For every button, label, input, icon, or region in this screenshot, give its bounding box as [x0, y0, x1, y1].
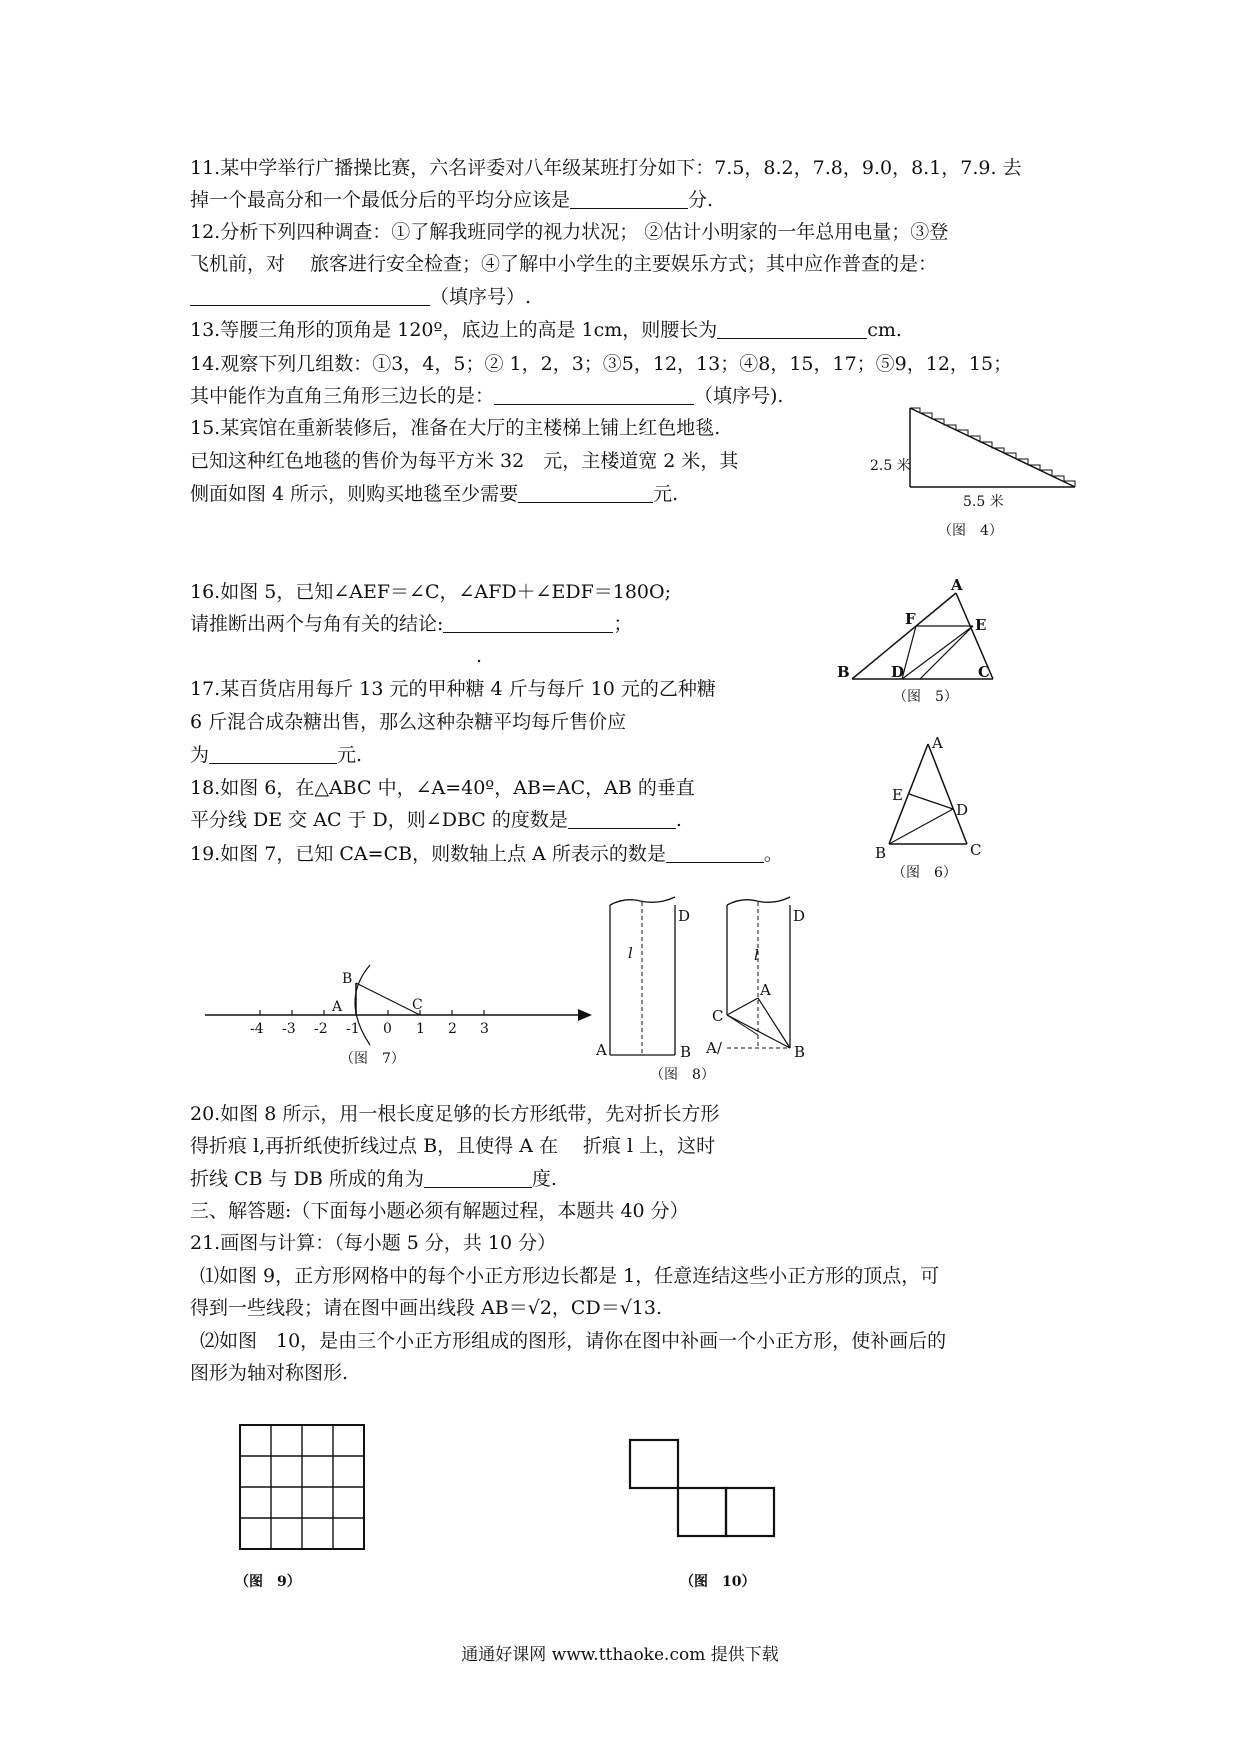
q14-answer-blank[interactable] [494, 386, 694, 405]
fig8-right-label-b: B [794, 1043, 806, 1061]
fig6-label-b: B [875, 844, 887, 862]
figure-4-staircase [860, 400, 1090, 550]
q16-answer-blank[interactable] [443, 614, 613, 633]
fig5-label-d: D [891, 663, 905, 681]
fig5-label-a: A [951, 576, 963, 594]
q12-answer-blank[interactable] [190, 287, 430, 306]
q20-line3: 折线 CB 与 DB 所成的角为 度. [190, 1168, 557, 1190]
fig6-label-d: D [956, 801, 969, 819]
fig7-label-b: B [342, 971, 353, 987]
q18-line2: 平分线 DE 交 AC 于 D，则∠DBC 的度数是 . [190, 809, 682, 831]
q15-line3: 侧面如图 4 所示，则购买地毯至少需要 元. [190, 483, 679, 505]
tick-label-2: 2 [448, 1021, 457, 1037]
fig8-right-label-a: A [760, 981, 771, 999]
fig5-label-f: F [905, 610, 916, 628]
q16-line2: 请推断出两个与角有关的结论: ； [190, 613, 633, 635]
q21-part2-line1: ⑵如图 10，是由三个小正方形组成的图形，请你在图中补画一个小正方形，使补画后的 [200, 1330, 947, 1352]
q19-answer-blank[interactable] [666, 844, 764, 863]
figure-9-square-grid[interactable] [235, 1420, 395, 1600]
fig8-left-label-b: B [680, 1043, 692, 1061]
figure-7-number-line [200, 955, 600, 1075]
fig5-label-b: B [837, 663, 850, 681]
q19-line: 19.如图 7，已知 CA=CB，则数轴上点 A 所表示的数是 。 [190, 843, 783, 865]
fig6-label-a: A [932, 734, 943, 752]
tick-label-neg4: -4 [250, 1021, 264, 1037]
q16-line3: . [476, 645, 483, 667]
tick-label-0: 0 [383, 1021, 392, 1037]
tick-label-3: 3 [480, 1021, 489, 1037]
figure-6-isosceles-triangle [860, 730, 1000, 890]
q14-line1: 14.观察下列几组数：①3，4，5；② 1，2，3；③5，12，13；④8，15，17；⑤9，12，15； [190, 353, 1013, 375]
q16-line1: 16.如图 5，已知∠AEF＝∠C，∠AFD＋∠EDF＝180O; [190, 581, 672, 603]
fig4-width-label: 5.5 米 [963, 494, 1004, 510]
q15-line1: 15.某宾馆在重新装修后，准备在大厅的主楼梯上铺上红色地毯. [190, 417, 721, 439]
q17-line3: 为 元. [190, 744, 363, 766]
q15-answer-blank[interactable] [518, 484, 653, 503]
fig7-label-a: A [332, 999, 343, 1015]
q13-line: 13.等腰三角形的顶角是 120º，底边上的高是 1cm，则腰长为 cm. [190, 319, 902, 341]
fig5-label-e: E [975, 616, 987, 634]
fig8-right-label-l: l [754, 946, 759, 964]
fig8-left-label-l: l [628, 944, 633, 962]
fig8-left-label-a: A [596, 1041, 607, 1059]
tick-label-neg3: -3 [282, 1021, 296, 1037]
fig5-label-c: C [978, 663, 990, 681]
q21-part2-line2: 图形为轴对称图形. [190, 1362, 349, 1384]
fig6-label-c: C [970, 841, 982, 859]
fig9-caption: （图 9） [235, 1574, 301, 1590]
q12-line2: 飞机前，对 旅客进行安全检查；④了解中小学生的主要娱乐方式；其中应作普查的是： [190, 253, 938, 275]
q20-line1: 20.如图 8 所示，用一根长度足够的长方形纸带，先对折长方形 [190, 1103, 720, 1125]
figure-5-triangle [825, 574, 1015, 714]
q13-answer-blank[interactable] [717, 320, 867, 339]
q15-line2: 已知这种红色地毯的售价为每平方米 32 元，主楼道宽 2 米，其 [190, 450, 739, 472]
q17-line2: 6 斤混合成杂糖出售，那么这种杂糖平均每斤售价应 [190, 711, 627, 733]
q20-answer-blank[interactable] [424, 1169, 532, 1188]
fig8-right-label-a-prime: A/ [706, 1039, 722, 1057]
q18-line1: 18.如图 6，在△ABC 中，∠A=40º，AB=AC，AB 的垂直 [190, 777, 695, 799]
q11-line1: 11.某中学举行广播操比赛，六名评委对八年级某班打分如下：7.5，8.2，7.8，9.0，8.1，7.9. 去 [190, 157, 1022, 179]
section-3-heading: 三、解答题:（下面每小题必须有解题过程，本题共 40 分） [190, 1200, 689, 1222]
q17-line1: 17.某百货店用每斤 13 元的甲种糖 4 斤与每斤 10 元的乙种糖 [190, 678, 716, 700]
q11-line2: 掉一个最高分和一个最低分后的平均分应该是 分. [190, 189, 714, 211]
q17-answer-blank[interactable] [209, 745, 337, 764]
q21-title: 21.画图与计算：（每小题 5 分，共 10 分） [190, 1232, 557, 1254]
q21-part1-line2: 得到一些线段；请在图中画出线段 AB＝√2，CD＝√13. [190, 1297, 663, 1319]
fig10-caption: （图 10） [680, 1574, 756, 1590]
fig4-caption: （图 4） [938, 523, 1003, 539]
fig4-height-label: 2.5 米 [870, 458, 911, 474]
fig8-right-label-d: D [793, 907, 806, 925]
q11-answer-blank[interactable] [570, 190, 688, 209]
tick-label-neg1: -1 [346, 1021, 360, 1037]
tick-label-1: 1 [416, 1021, 425, 1037]
figure-8-paper-strip [590, 885, 830, 1085]
fig8-caption: （图 8） [650, 1067, 715, 1083]
fig5-caption: （图 5） [893, 689, 958, 705]
q21-part1-line1: ⑴如图 9，正方形网格中的每个小正方形边长都是 1，任意连结这些小正方形的顶点，可 [200, 1265, 940, 1287]
q12-line1: 12.分析下列四种调查：①了解我班同学的视力状况； ②估计小明家的一年总用电量；③登 [190, 221, 949, 243]
tick-label-neg2: -2 [314, 1021, 328, 1037]
page-footer: 通通好课网 www.tthaoke.com 提供下载 [461, 1645, 779, 1665]
q12-line3: （填序号）. [190, 285, 531, 309]
fig6-caption: （图 6） [892, 865, 957, 881]
fig7-label-c: C [412, 997, 423, 1013]
figure-10-three-squares[interactable] [625, 1420, 805, 1600]
fig7-caption: （图 7） [340, 1051, 405, 1067]
q20-line2: 得折痕 l,再折纸使折线过点 B，且使得 A 在 折痕 l 上，这时 [190, 1135, 716, 1157]
fig6-label-e: E [892, 786, 903, 804]
fig8-right-label-c: C [712, 1007, 724, 1025]
q18-answer-blank[interactable] [568, 810, 676, 829]
q14-line2: 其中能作为直角三角形三边长的是： （填序号). [190, 385, 784, 407]
fig8-left-label-d: D [678, 907, 691, 925]
